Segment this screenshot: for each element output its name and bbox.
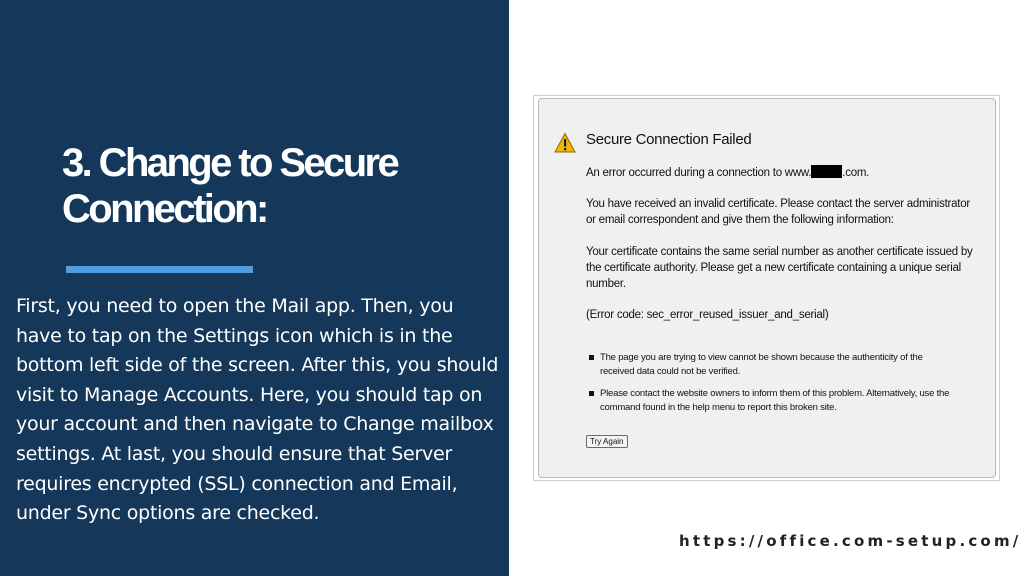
list-item (589, 351, 959, 379)
list-item-text: The page you are trying to view cannot be shown because the authenticity of the received data could not be verified. (600, 352, 923, 377)
error-message (586, 165, 981, 181)
list-item (589, 387, 959, 415)
title-underline (66, 266, 253, 273)
bullet-icon (589, 355, 594, 360)
redacted-domain (811, 165, 842, 178)
list-item-text: Please contact the website owners to inform them of this problem. Alternatively, use the command found in the help menu to report this broken site. (600, 388, 950, 413)
invalid-certificate-text: You have received an invalid certificate. Please contact the server administrator or email correspondent and give them the following information: (586, 198, 970, 226)
error-code: (Error code: sec_error_reused_issuer_and_serial) (586, 309, 829, 321)
error-suffix: .com. (842, 167, 870, 179)
try-again-button[interactable]: Try Again (586, 435, 628, 448)
details-list (589, 351, 959, 423)
footer-url[interactable]: https://office.com-setup.com/ (679, 532, 1022, 550)
slide-title: 3. Change to Secure Connection: (62, 141, 398, 231)
secure-connection-failed-dialog (538, 98, 996, 478)
error-prefix: An error occurred during a connection to www. (586, 167, 812, 179)
bullet-icon (589, 391, 594, 396)
serial-number-text: Your certificate contains the same serial number as another certificate issued by the certificate authority. Please get a new certificate containing a unique serial number. (586, 246, 973, 290)
warning-icon (554, 132, 576, 154)
left-panel (0, 0, 509, 576)
dialog-title: Secure Connection Failed (586, 131, 752, 148)
instructions-text: First, you need to open the Mail app. Then, you have to tap on the Settings icon which is in the bottom left side of the screen. After this, you should visit to Manage Accounts. Here, you should tap on your account and then navigate to Change mailbox settings. At last, you should ensure that Server requires encrypted (SSL) connection and Email, under Sync options are checked. (16, 295, 499, 525)
